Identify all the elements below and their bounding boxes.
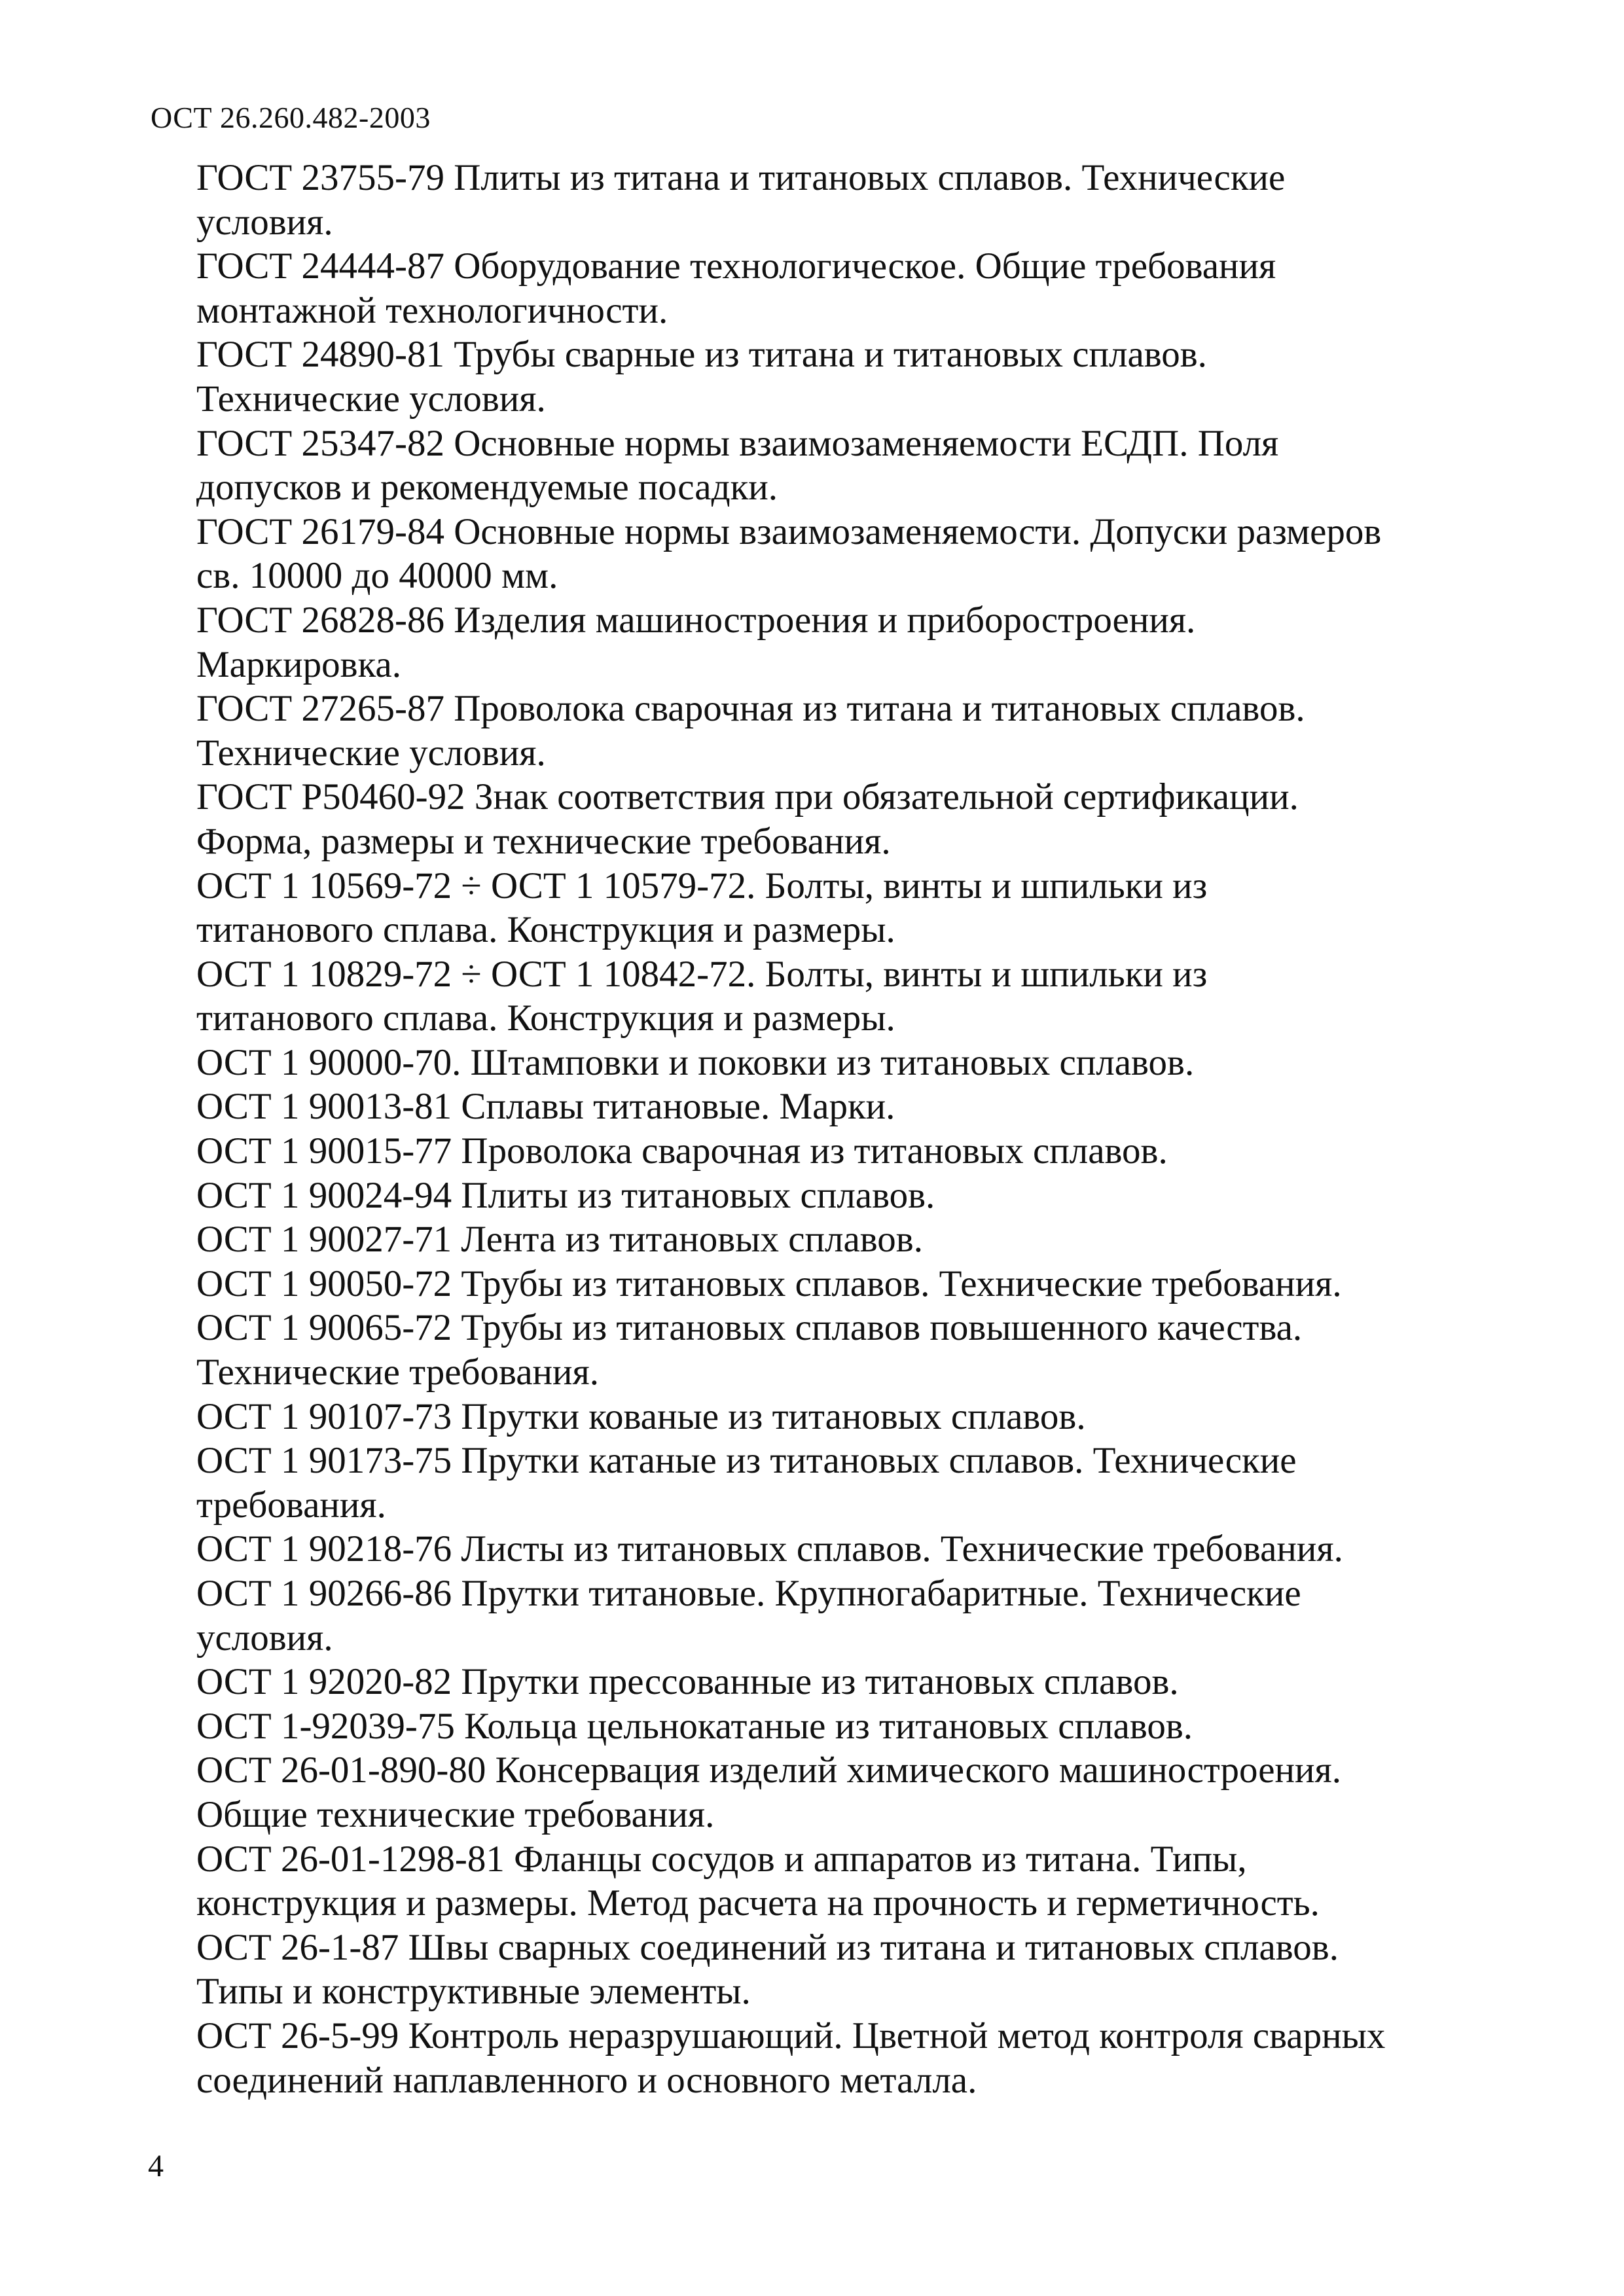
reference-line: ОСТ 1 90027-71 Лента из титановых сплавов. [196, 1219, 923, 1261]
reference-line: титанового сплава. Конструкция и размеры. [196, 997, 895, 1039]
reference-item [151, 1660, 1492, 1704]
document-header: ОСТ 26.260.482-2003 [151, 101, 431, 134]
reference-line: ОСТ 1 90218-76 Листы из титановых сплавов. Технические требования. [196, 1528, 1343, 1570]
reference-line: соединений наплавленного и основного металла. [196, 2059, 977, 2101]
reference-item [151, 1439, 1492, 1527]
reference-item [151, 952, 1492, 1041]
reference-line: ОСТ 26-5-99 Контроль неразрушающий. Цветной метод контроля сварных [196, 2015, 1386, 2056]
reference-line: Общие технические требования. [196, 1793, 715, 1835]
reference-line: условия. [196, 1617, 333, 1659]
reference-line: ОСТ 1 90173-75 Прутки катаные из титановых сплавов. Технические [196, 1440, 1297, 1482]
reference-line: ОСТ 1 10829-72 ÷ ОСТ 1 10842-72. Болты, винты и шпильки из [196, 953, 1208, 995]
reference-line: допусков и рекомендуемые посадки. [196, 467, 778, 509]
reference-line: ОСТ 26-01-890-80 Консервация изделий химического машиностроения. [196, 1749, 1341, 1791]
reference-item [151, 775, 1492, 863]
reference-line: ГОСТ 27265-87 Проволока сварочная из титана и титановых сплавов. [196, 688, 1305, 730]
reference-line: ОСТ 1 90013-81 Сплавы титановые. Марки. [196, 1086, 895, 1128]
reference-line: ОСТ 1 90015-77 Проволока сварочная из титановых сплавов. [196, 1130, 1168, 1172]
reference-line: Форма, размеры и технические требования. [196, 820, 891, 862]
reference-line: титанового сплава. Конструкция и размеры. [196, 909, 895, 951]
reference-line: св. 10000 до 40000 мм. [196, 555, 558, 597]
reference-item [151, 598, 1492, 687]
reference-item [151, 1748, 1492, 1837]
reference-item [151, 1174, 1492, 1218]
reference-item [151, 1837, 1492, 1926]
reference-line: Технические условия. [196, 378, 546, 420]
reference-item [151, 1571, 1492, 1660]
reference-line: ОСТ 1 90050-72 Трубы из титановых сплавов. Технические требования. [196, 1263, 1342, 1304]
reference-line: монтажной технологичности. [196, 289, 668, 331]
reference-item [151, 687, 1492, 775]
reference-item [151, 156, 1492, 244]
reference-line: условия. [196, 201, 333, 243]
reference-line: ГОСТ 26828-86 Изделия машиностроения и приборостроения. [196, 599, 1196, 641]
reference-item [151, 1085, 1492, 1129]
reference-line: конструкция и размеры. Метод расчета на прочность и герметичность. [196, 1882, 1320, 1924]
reference-line: ГОСТ 25347-82 Основные нормы взаимозаменяемости ЕСДП. Поля [196, 422, 1279, 464]
reference-line: ОСТ 1 90065-72 Трубы из титановых сплавов повышенного качества. [196, 1307, 1303, 1349]
reference-item [151, 422, 1492, 510]
reference-item [151, 1926, 1492, 2014]
reference-item [151, 2014, 1492, 2102]
reference-line: ГОСТ Р50460-92 Знак соответствия при обязательной сертификации. [196, 776, 1299, 818]
reference-item [151, 1704, 1492, 1749]
reference-line: ГОСТ 23755-79 Плиты из титана и титановых сплавов. Технические [196, 157, 1286, 198]
reference-line: ОСТ 26-01-1298-81 Фланцы сосудов и аппаратов из титана. Типы, [196, 1838, 1247, 1880]
reference-item [151, 1527, 1492, 1571]
reference-line: ОСТ 1 90266-86 Прутки титановые. Крупногабаритные. Технические [196, 1573, 1301, 1614]
reference-line: ОСТ 1 92020-82 Прутки прессованные из титановых сплавов. [196, 1661, 1179, 1703]
reference-line: ОСТ 1-92039-75 Кольца цельнокатаные из титановых сплавов. [196, 1705, 1193, 1747]
reference-line: ОСТ 1 10569-72 ÷ ОСТ 1 10579-72. Болты, винты и шпильки из [196, 865, 1208, 906]
reference-line: ОСТ 1 90024-94 Плиты из титановых сплавов. [196, 1174, 935, 1216]
reference-item [151, 1262, 1492, 1306]
reference-line: ОСТ 1 90000-70. Штамповки и поковки из титановых сплавов. [196, 1041, 1195, 1083]
reference-line: требования. [196, 1484, 386, 1526]
reference-item [151, 244, 1492, 332]
reference-line: Маркировка. [196, 643, 401, 685]
reference-item [151, 1129, 1492, 1174]
reference-item [151, 1041, 1492, 1085]
page-number: 4 [148, 2149, 164, 2183]
reference-line: ГОСТ 24444-87 Оборудование технологическое. Общие требования [196, 245, 1276, 287]
reference-line: Технические условия. [196, 732, 546, 774]
reference-line: Технические требования. [196, 1352, 599, 1393]
reference-item [151, 510, 1492, 598]
reference-item [151, 1395, 1492, 1439]
reference-list [151, 156, 1492, 2102]
reference-item [151, 332, 1492, 421]
reference-line: ОСТ 26-1-87 Швы сварных соединений из титана и титановых сплавов. [196, 1926, 1339, 1968]
reference-item [151, 864, 1492, 952]
reference-line: Типы и конструктивные элементы. [196, 1971, 751, 2013]
reference-item [151, 1217, 1492, 1262]
reference-line: ГОСТ 26179-84 Основные нормы взаимозаменяемости. Допуски размеров [196, 511, 1382, 552]
reference-item [151, 1306, 1492, 1394]
reference-line: ОСТ 1 90107-73 Прутки кованые из титановых сплавов. [196, 1395, 1086, 1437]
reference-line: ГОСТ 24890-81 Трубы сварные из титана и титановых сплавов. [196, 334, 1207, 376]
